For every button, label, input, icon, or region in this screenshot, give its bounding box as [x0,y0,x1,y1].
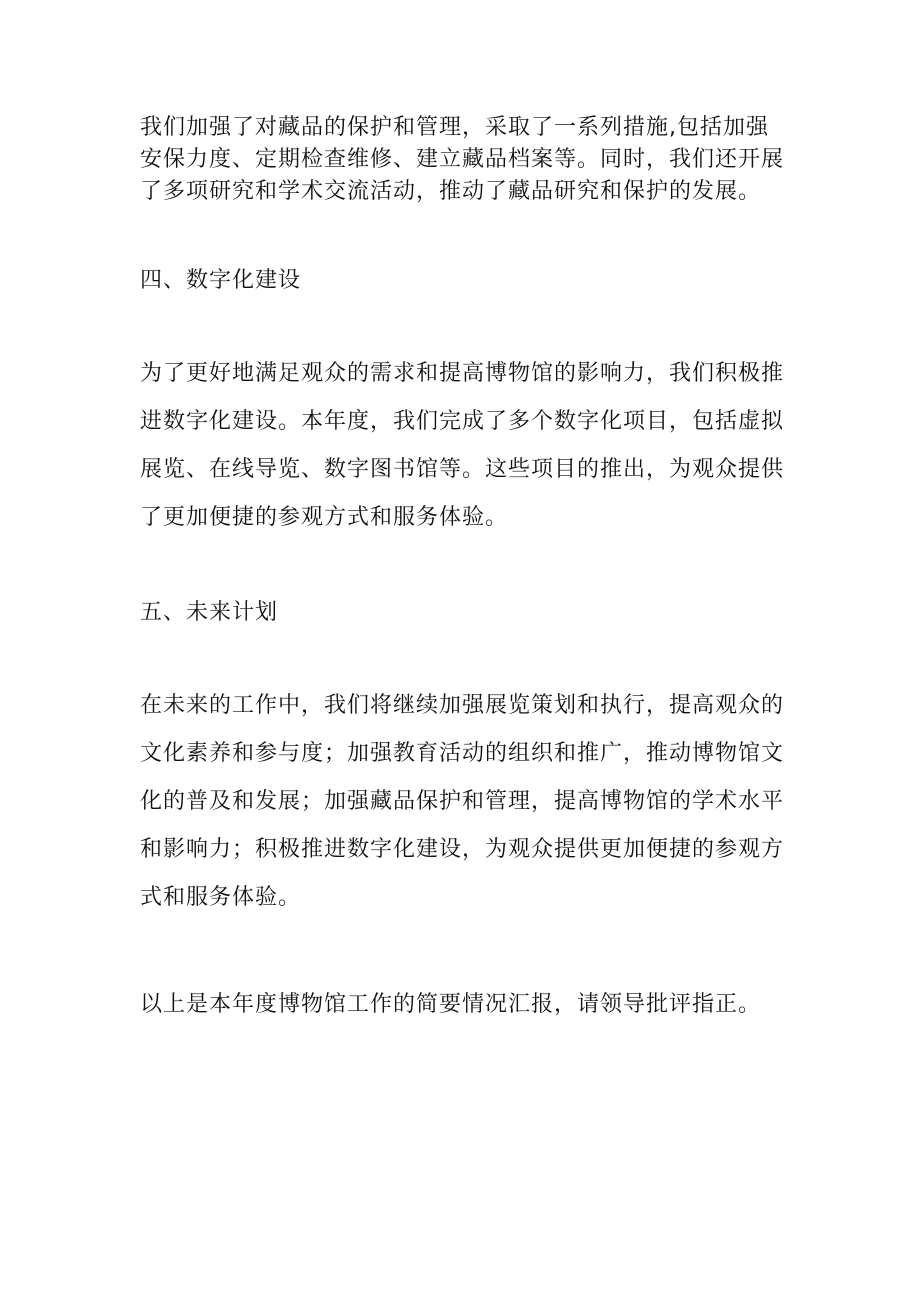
paragraph-2-line-1: 为了更好地满足观众的需求和提高博物馆的影响力，我们积极推 [140,361,785,386]
paragraph-3-line-1: 在未来的工作中，我们将继续加强展览策划和执行，提高观众的 [140,693,785,718]
paragraph-1-line-2: 安保力度、定期检查维修、建立藏品档案等。同时，我们还开展 [140,147,785,172]
paragraph-3-line-5: 式和服务体验。 [140,885,302,910]
paragraph-3-line-4: 和影响力；积极推进数字化建设，为观众提供更加便捷的参观方 [140,837,785,862]
paragraph-2-line-2: 进数字化建设。本年度，我们完成了多个数字化项目，包括虚拟 [140,409,785,434]
section-heading-digitalization: 四、数字化建设 [140,268,302,293]
paragraph-3-line-2: 文化素养和参与度；加强教育活动的组织和推广，推动博物馆文 [140,741,785,766]
paragraph-1-line-3: 了多项研究和学术交流活动，推动了藏品研究和保护的发展。 [140,179,762,204]
paragraph-2-line-4: 了更加便捷的参观方式和服务体验。 [140,505,509,530]
closing-statement: 以上是本年度博物馆工作的简要情况汇报，请领导批评指正。 [140,992,762,1017]
paragraph-3-line-3: 化的普及和发展；加强藏品保护和管理，提高博物馆的学术水平 [140,789,785,814]
paragraph-1-line-1: 我们加强了对藏品的保护和管理，采取了一系列措施,包括加强 [140,115,769,140]
section-heading-future-plans: 五、未来计划 [140,600,279,625]
paragraph-2-line-3: 展览、在线导览、数字图书馆等。这些项目的推出，为观众提供 [140,457,785,482]
